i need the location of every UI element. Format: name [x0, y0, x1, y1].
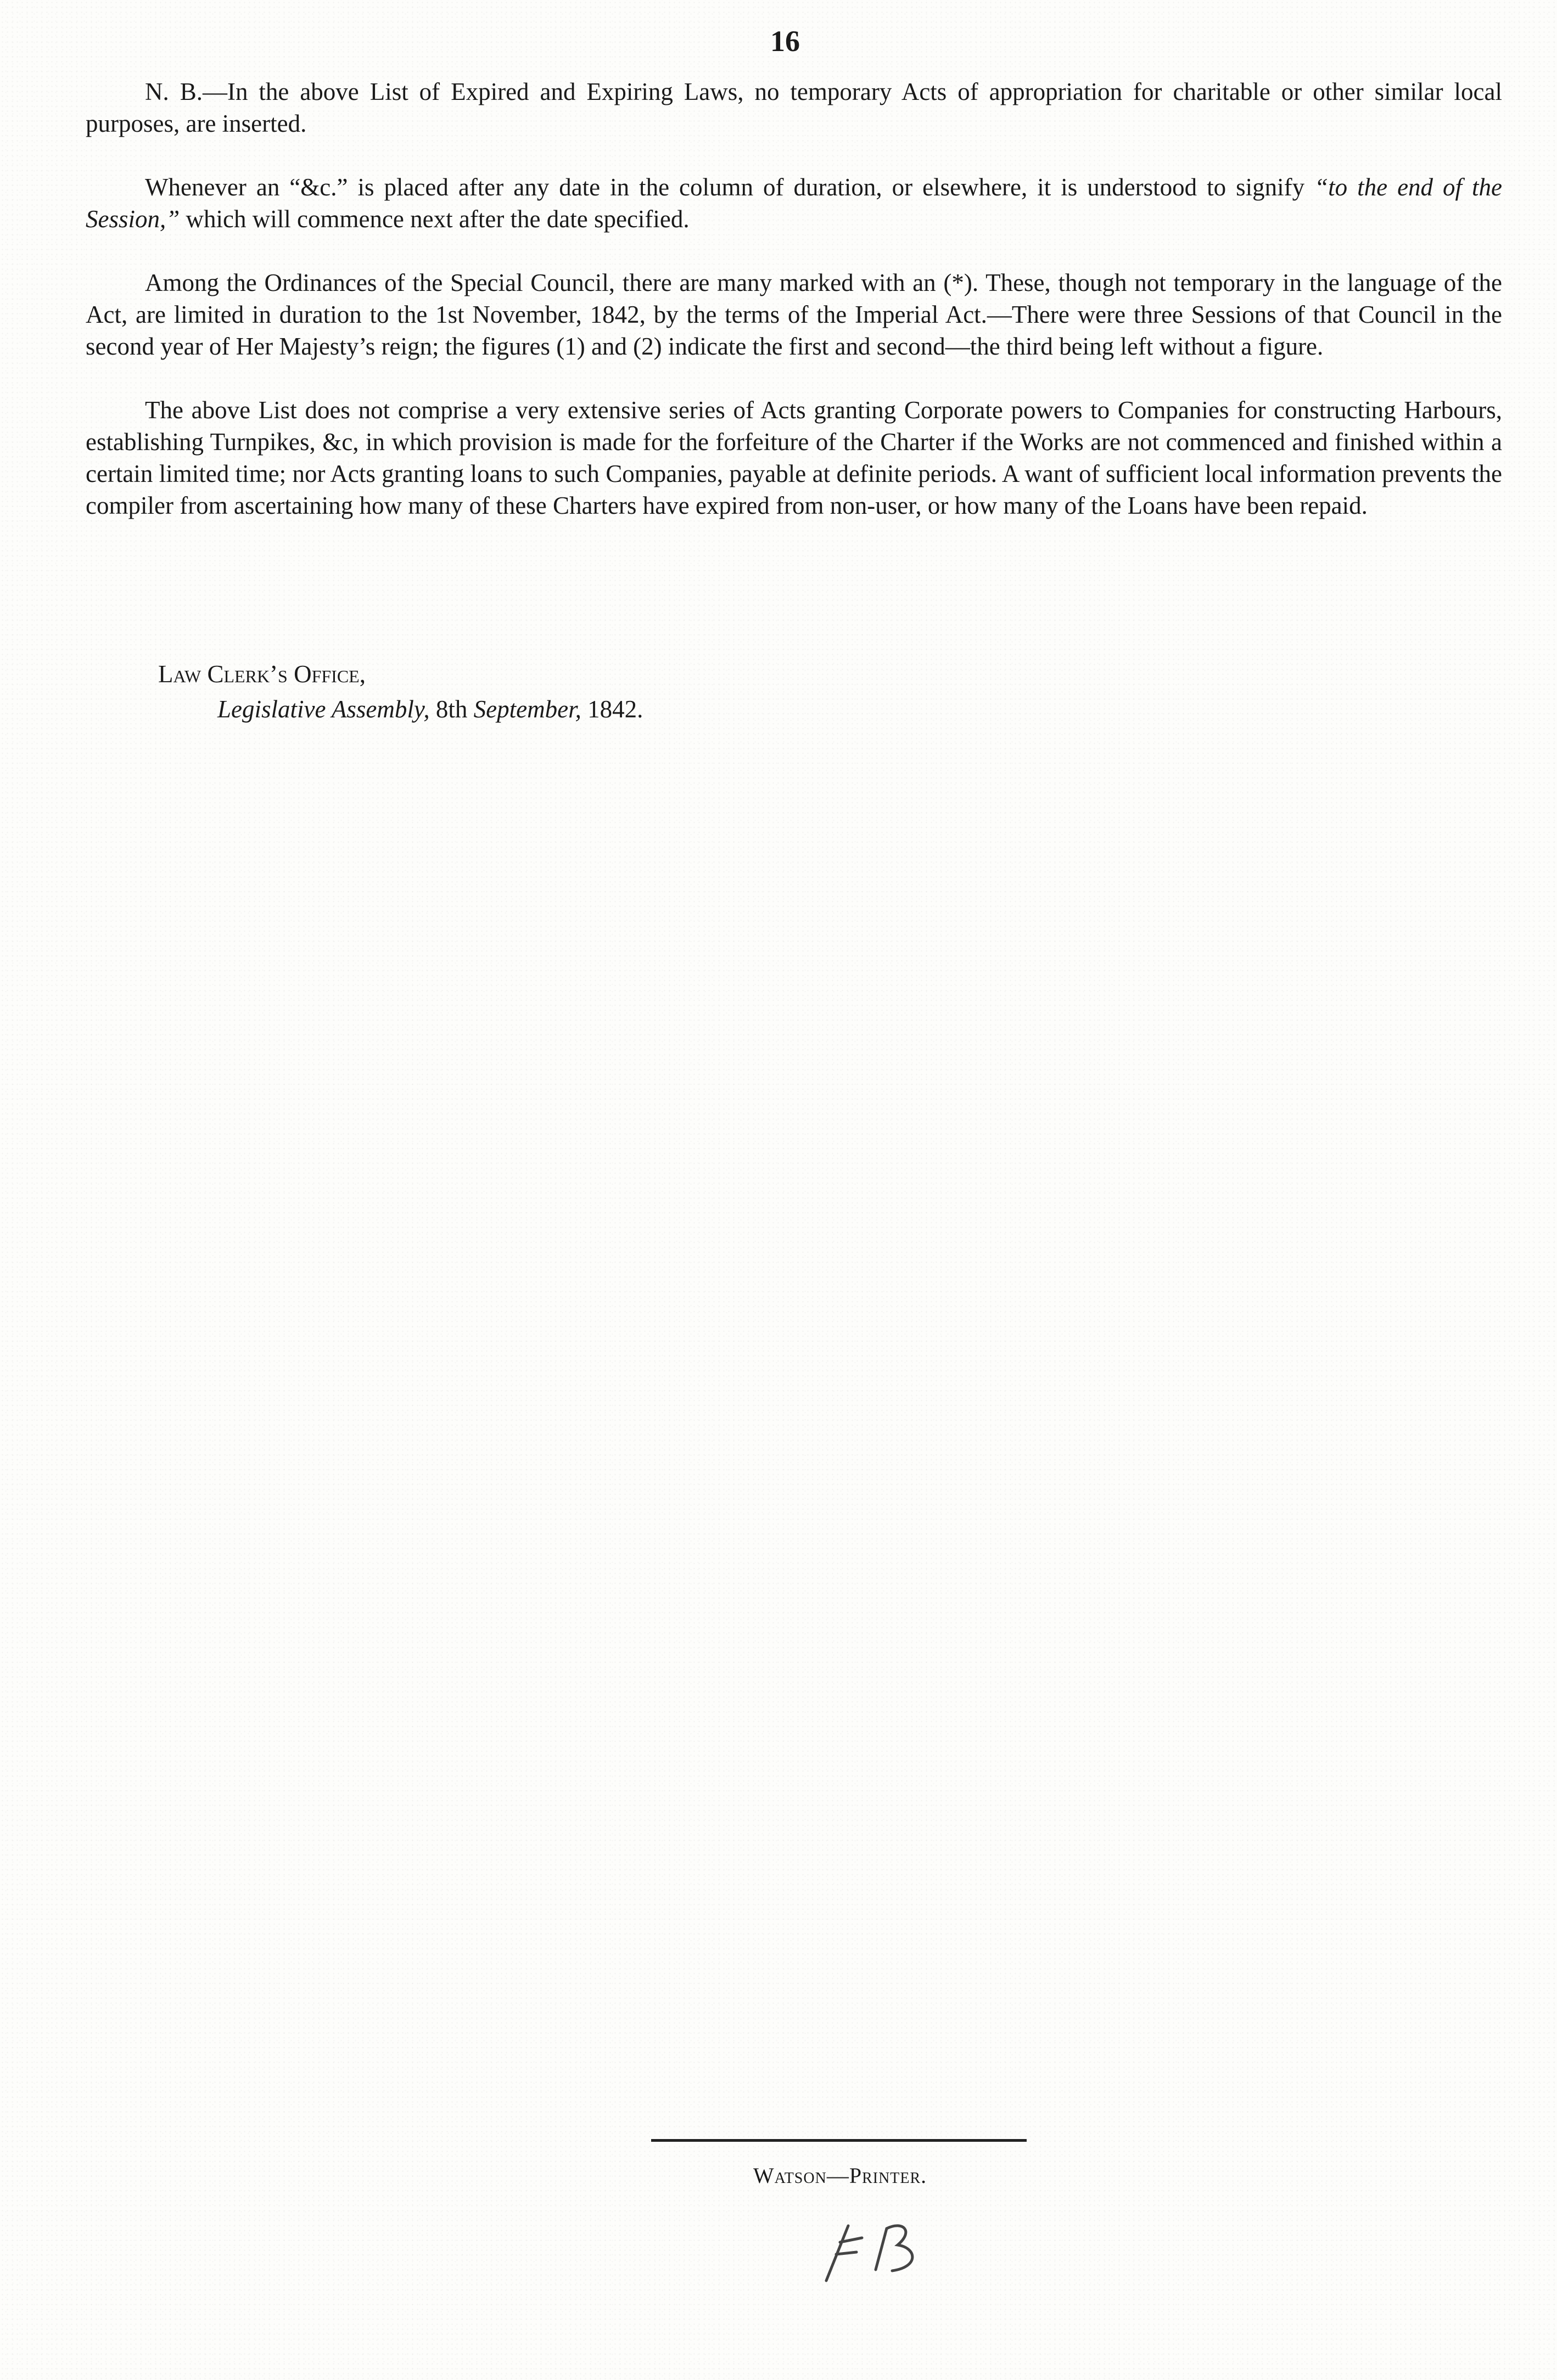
whenever-paragraph [86, 171, 1502, 235]
handwritten-mark [810, 2204, 953, 2292]
nb-paragraph [86, 76, 1502, 139]
signature-day: 8th [429, 695, 474, 723]
whenever-text-start: Whenever an “&c.” is placed after any date in the column of duration, or elsewhere, it is understood to signify [145, 173, 1315, 201]
body-text [86, 76, 1502, 553]
ordinances-paragraph: Among the Ordinances of the Special Council, there are many marked with an (*). These, though not temporary in the language of the Act, are limited in duration to the 1st November, 1842, by the terms of the Imperial Act.—There were three Sessions of that Council in the second year of Her Majesty’s reign; the figures (1) and (2) indicate the first and second—the third being left without a figure. [86, 269, 1502, 360]
signature-office: Law Clerk’s Office, [158, 660, 366, 688]
nb-text: —In the above List of Expired and Expiring Laws, no temporary Acts of appropriation for charitable or other similar local purposes, are inserted. [86, 78, 1503, 137]
whenever-text-end: which will commence next after the date specified. [180, 205, 690, 233]
signature-date-line [158, 692, 643, 727]
signature-assembly: Legislative Assembly, [217, 695, 430, 723]
signature-year: 1842. [581, 695, 643, 723]
footer-rule [651, 2139, 1027, 2142]
printer-credit: Watson—Printer. [753, 2163, 927, 2188]
page-number: 16 [770, 25, 800, 58]
signature-block [158, 656, 643, 727]
nb-lead: N. B. [145, 78, 203, 105]
whenever-text-italic: “to the end of the Session,” [86, 173, 1502, 233]
above-list-paragraph: The above List does not comprise a very extensive series of Acts granting Corporate powers to Companies for constructing Harbours, establishing Turnpikes, &c, in which provision is made for the forfeiture of the Charter if the Works are not commenced and finished within a certain limited time; nor Acts granting loans to such Companies, payable at definite periods. A want of sufficient local information prevents the compiler from ascertaining how many of these Charters have expired from non-user, or how many of the Loans have been repaid. [86, 396, 1502, 519]
signature-month: September, [473, 695, 581, 723]
